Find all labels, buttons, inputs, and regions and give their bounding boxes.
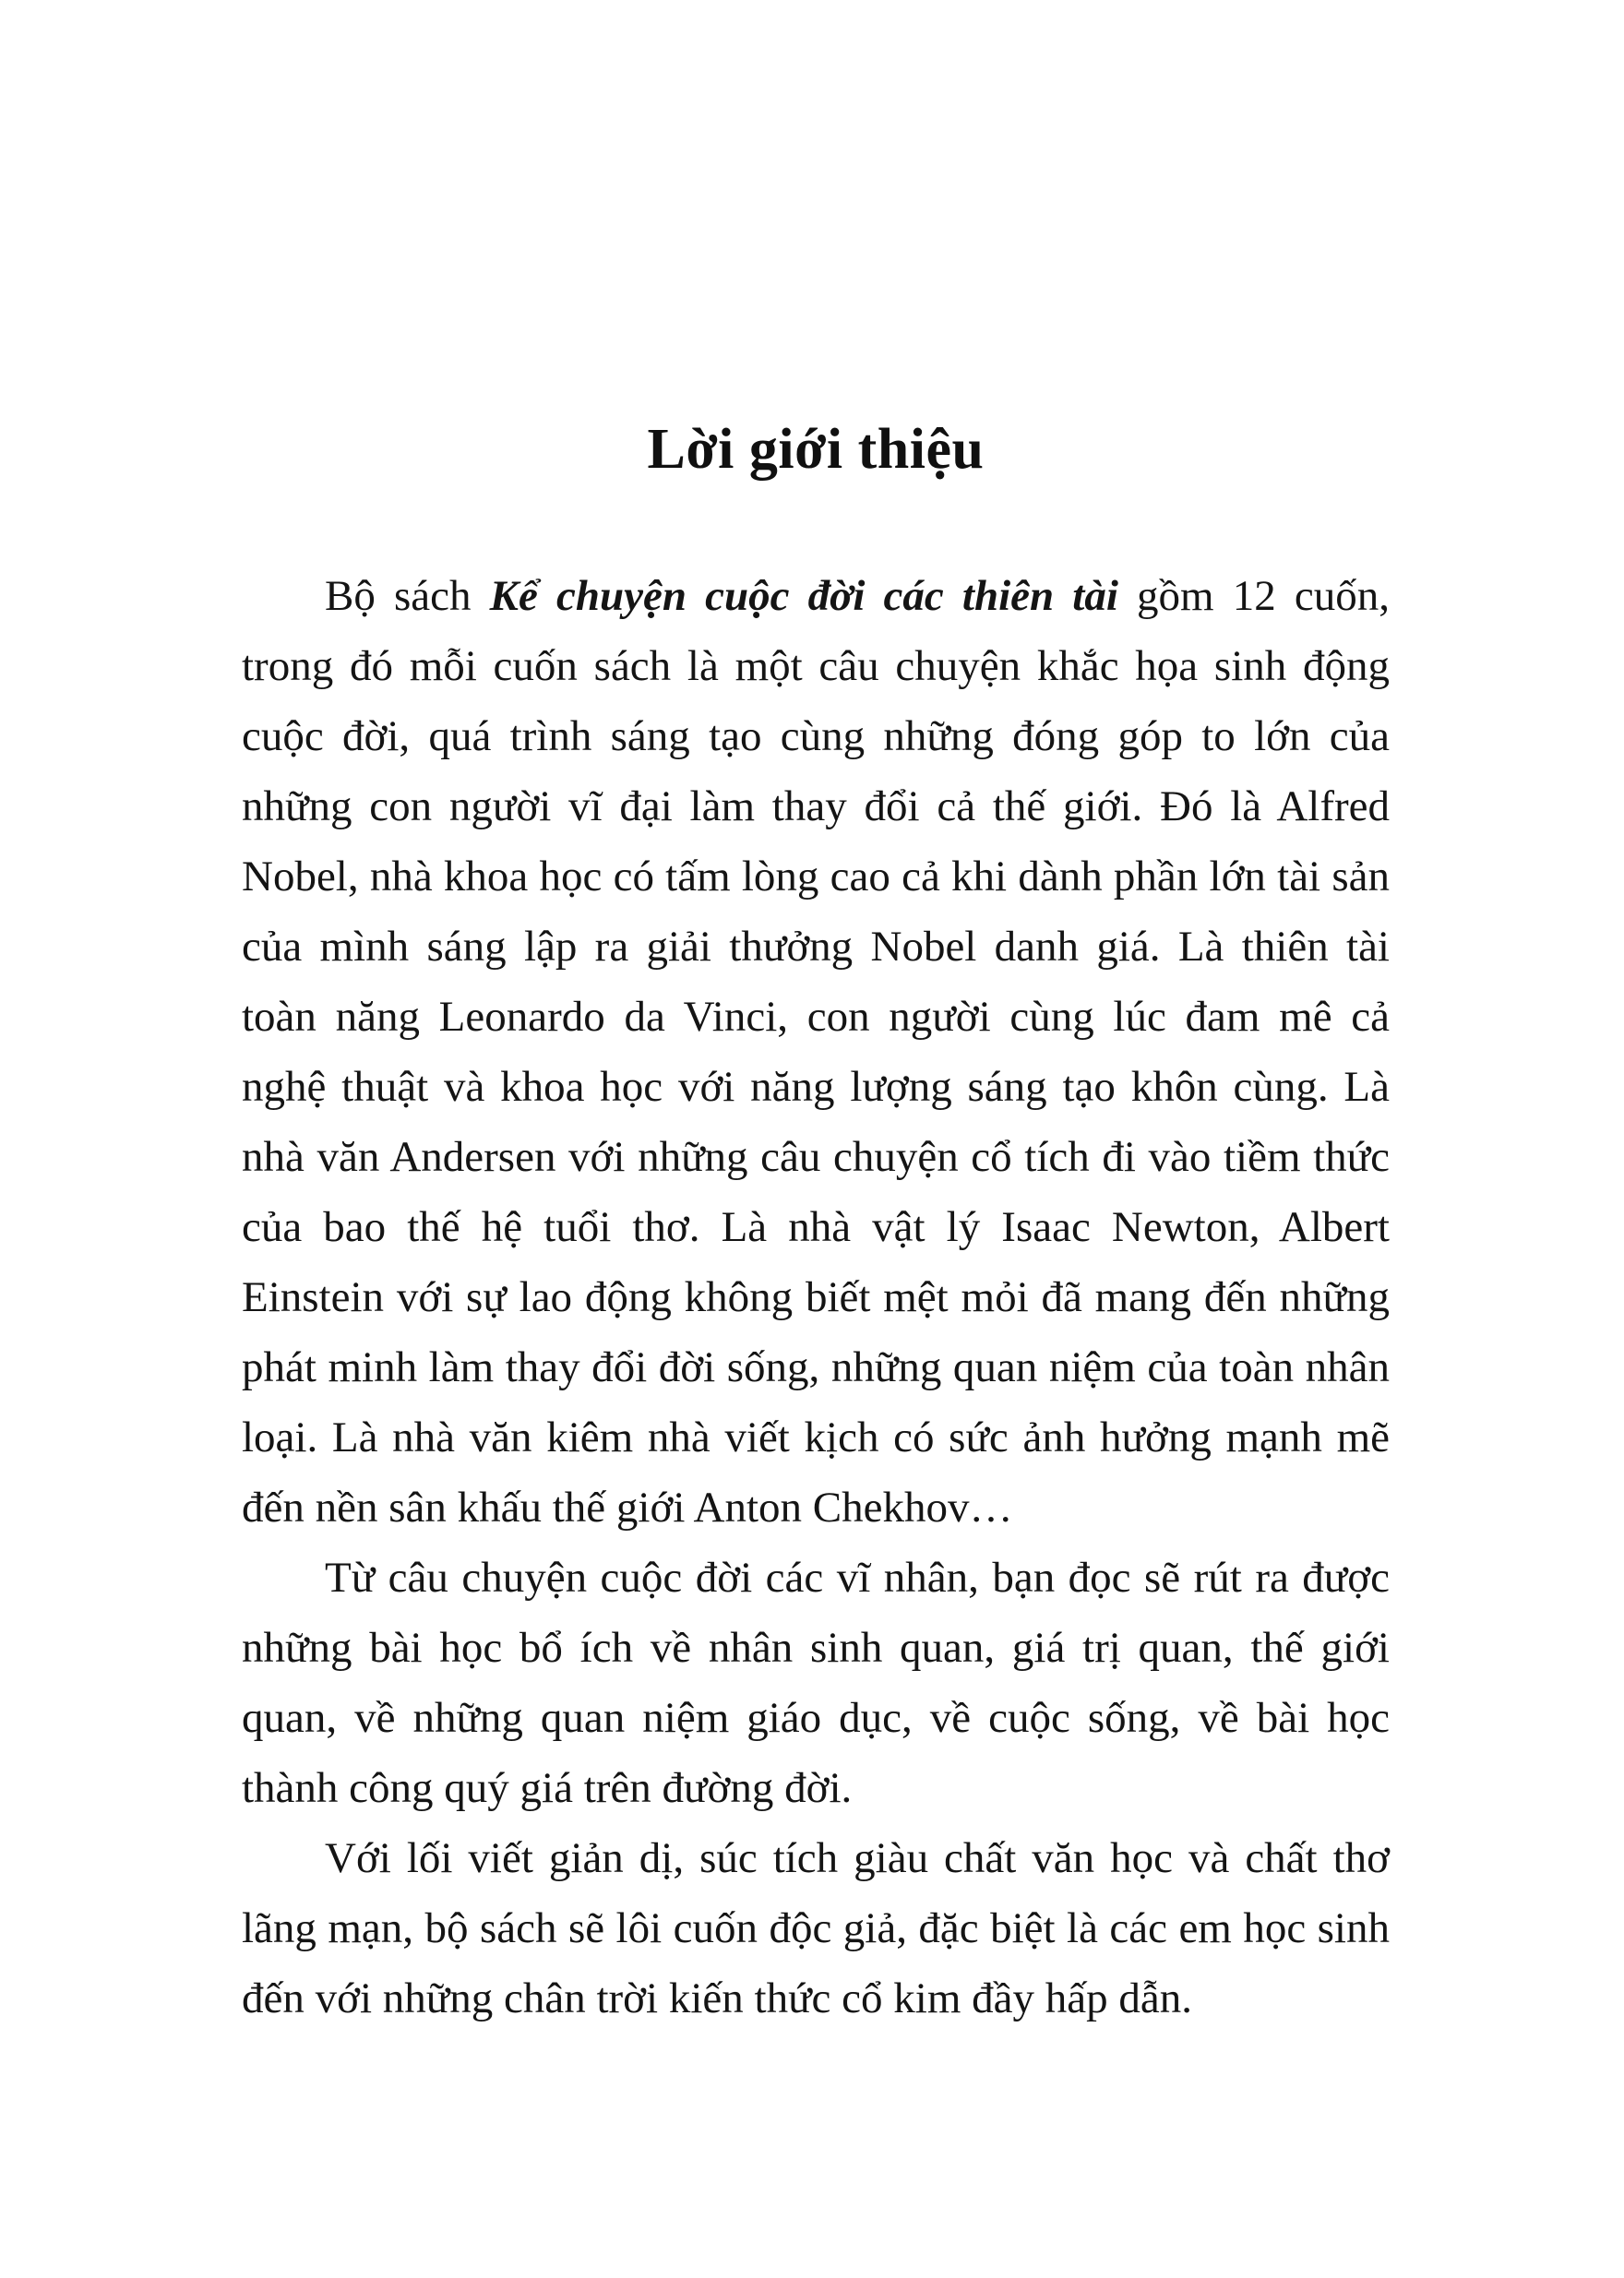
- text-segment: Từ câu chuyện cuộc đời các vĩ nhân, bạn đọc sẽ rút ra được những bài học bổ ích về nhân sinh quan, giá trị quan, thế giới quan, về những quan niệm giáo dục, về cuộc sống, về bài học thành công quý giá trên đường đời.: [242, 1554, 1390, 1812]
- page-title: Lời giới thiệu: [647, 418, 985, 481]
- text-segment: gồm 12 cuốn, trong đó mỗi cuốn sách là một câu chuyện khắc họa sinh động cuộc đời, quá trình sáng tạo cùng những đóng góp to lớn của những con người vĩ đại làm thay đổi cả thế giới. Đó là Alfred Nobel, nhà khoa học có tấm lòng cao cả khi dành phần lớn tài sản của mình sáng lập ra giải thưởng Nobel danh giá. Là thiên tài toàn năng Leonardo da Vinci, con người cùng lúc đam mê cả nghệ thuật và khoa học với năng lượng sáng tạo khôn cùng. Là nhà văn Andersen với những câu chuyện cổ tích đi vào tiềm thức của bao thế hệ tuổi thơ. Là nhà vật lý Isaac Newton, Albert Einstein với sự lao động không biết mệt mỏi đã mang đến những phát minh làm thay đổi đời sống, những quan niệm của toàn nhân loại. Là nhà văn kiêm nhà viết kịch có sức ảnh hưởng mạnh mẽ đến nền sân khấu thế giới Anton Chekhov…: [242, 572, 1390, 1532]
- book-series-title: Kể chuyện cuộc đời các thiên tài: [489, 572, 1118, 620]
- paragraph-intro: [242, 561, 1390, 1543]
- paragraph-lessons: [242, 1543, 1390, 1823]
- text-segment: Bộ sách: [325, 572, 490, 620]
- body-text: [242, 561, 1390, 2034]
- text-segment: Với lối viết giản dị, súc tích giàu chất văn học và chất thơ lãng mạn, bộ sách sẽ lôi cuốn độc giả, đặc biệt là các em học sinh đến với những chân trời kiến thức cổ kim đầy hấp dẫn.: [242, 1834, 1390, 2022]
- paragraph-style: [242, 1823, 1390, 2034]
